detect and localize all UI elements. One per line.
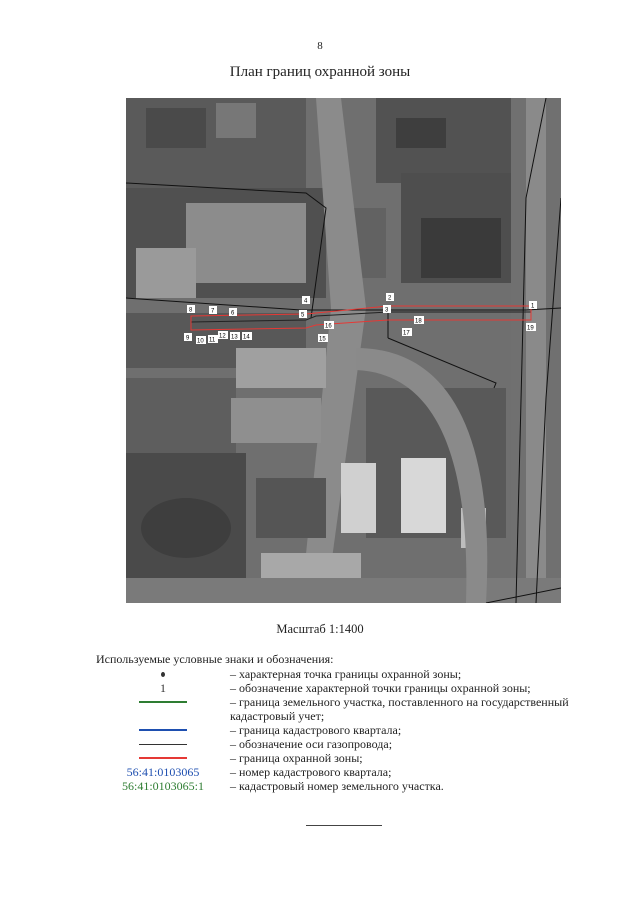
legend-text: – граница кадастрового квартала; <box>230 723 402 737</box>
legend-text: – характерная точка границы охранной зоны; <box>230 667 462 681</box>
legend-row-zone <box>96 751 606 765</box>
map-point-13: 13 <box>231 334 238 341</box>
quarter-line-symbol <box>139 729 187 731</box>
map-point-9: 9 <box>186 335 190 342</box>
map-point-16: 16 <box>325 323 332 330</box>
legend-row-parcel-number <box>96 779 606 793</box>
quarter-number-symbol: 56:41:0103065 <box>126 765 200 779</box>
legend-text: – граница охранной зоны; <box>230 751 363 765</box>
map-point-10: 10 <box>197 338 204 345</box>
map-point-7: 7 <box>211 308 215 315</box>
point-dot-icon <box>161 672 165 677</box>
aerial-map <box>126 98 561 603</box>
map-point-12: 12 <box>219 333 226 340</box>
legend-row-quarter <box>96 723 606 737</box>
legend-row-axis <box>96 737 606 751</box>
legend-row-point <box>96 667 606 681</box>
parcel-number-symbol: 56:41:0103065:1 <box>121 779 204 793</box>
axis-line-symbol <box>139 744 187 745</box>
map-point-18: 18 <box>415 318 422 325</box>
zone-line-symbol <box>139 757 187 759</box>
map-point-1: 1 <box>531 303 535 310</box>
map-point-3: 3 <box>385 307 389 314</box>
parcel-line-symbol <box>139 701 187 703</box>
legend-text: – граница земельного участка, поставленного на государственный кадастровый учет; <box>230 695 569 723</box>
map-point-15: 15 <box>319 336 326 343</box>
map-point-11: 11 <box>209 337 216 344</box>
map-point-14: 14 <box>243 334 250 341</box>
legend <box>96 667 606 793</box>
legend-text: – обозначение оси газопровода; <box>230 737 393 751</box>
map-canvas <box>126 98 561 603</box>
signature-line <box>306 825 382 826</box>
map-point-5: 5 <box>301 312 305 319</box>
map-point-4: 4 <box>304 298 308 305</box>
map-scale: Масштаб 1:1400 <box>276 622 364 636</box>
map-point-17: 17 <box>403 330 410 337</box>
page-title: План границ охранной зоны <box>229 64 411 80</box>
map-point-8: 8 <box>189 307 193 314</box>
map-point-19: 19 <box>527 325 534 332</box>
legend-text: – кадастровый номер земельного участка. <box>230 779 444 793</box>
legend-row-point-number <box>96 681 606 695</box>
map-point-6: 6 <box>231 310 235 317</box>
legend-text: – номер кадастрового квартала; <box>230 765 392 779</box>
legend-title: Используемые условные знаки и обозначения: <box>96 652 334 666</box>
map-point-2: 2 <box>388 295 392 302</box>
legend-text: – обозначение характерной точки границы охранной зоны; <box>230 681 531 695</box>
legend-row-parcel <box>96 695 606 723</box>
page-number: 8 <box>317 40 323 52</box>
point-number-symbol: 1 <box>160 681 166 695</box>
legend-row-quarter-number <box>96 765 606 779</box>
